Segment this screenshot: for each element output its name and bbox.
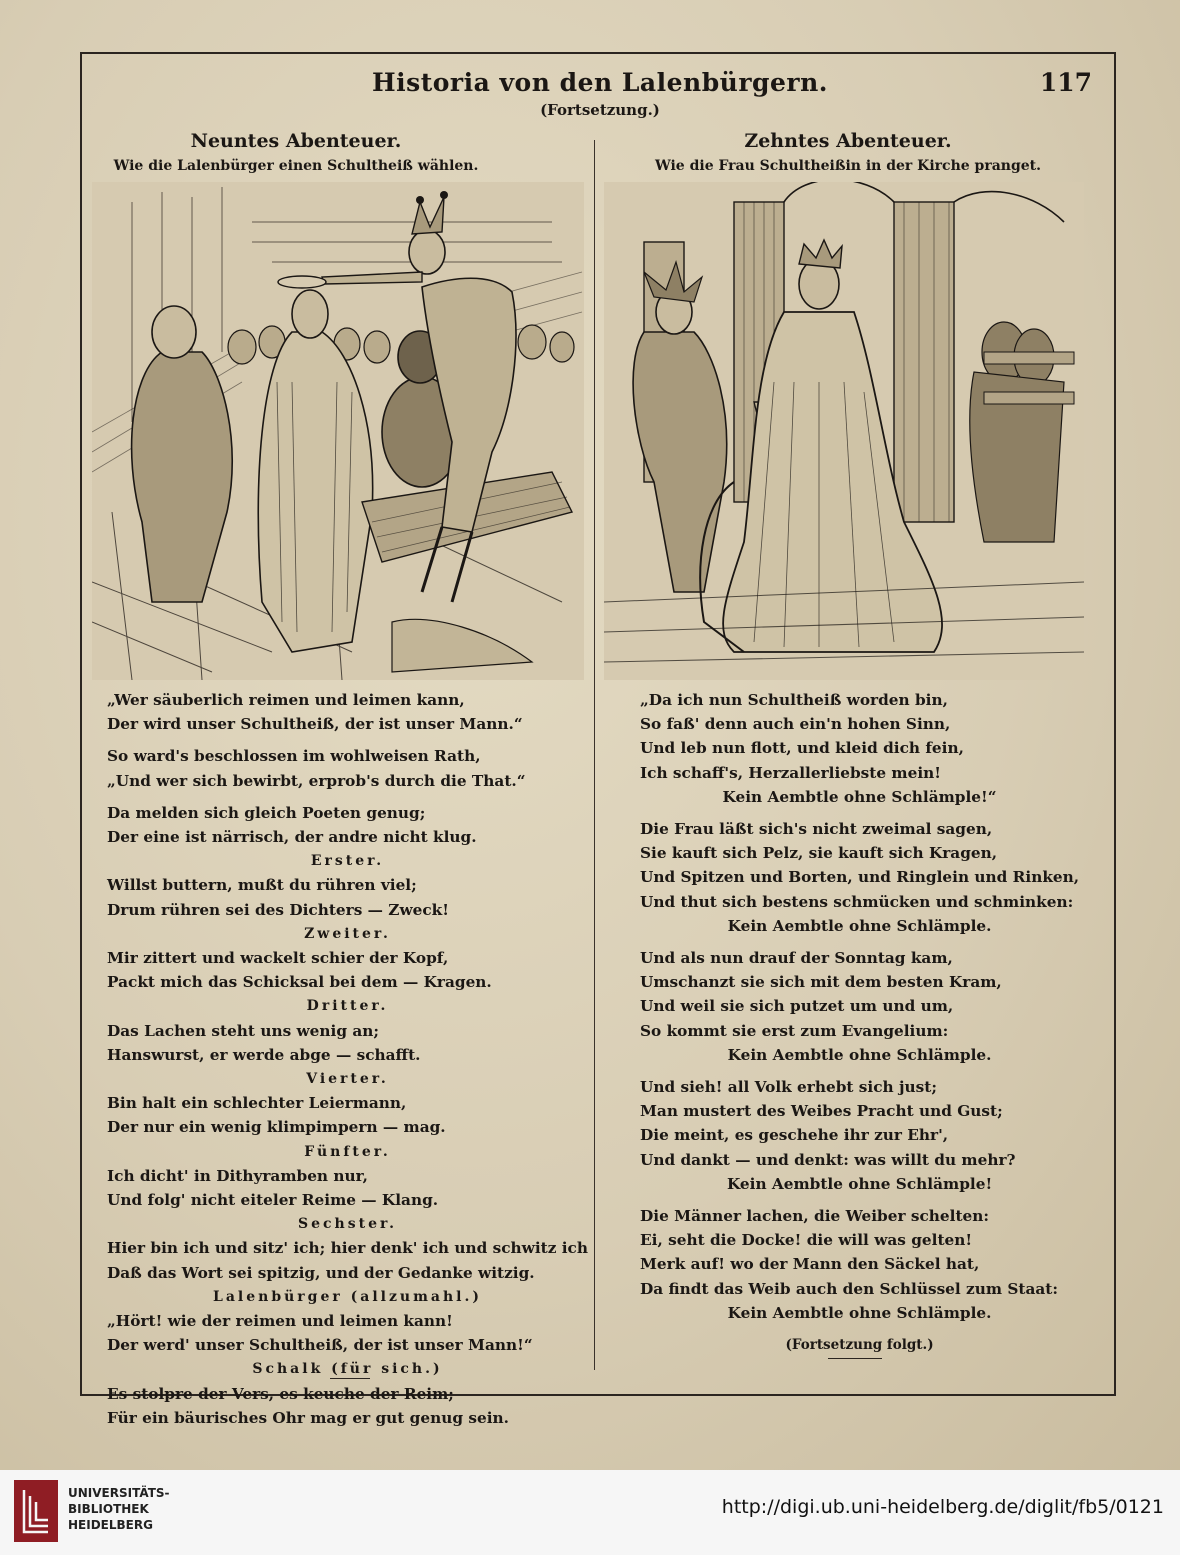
left-verse-line: Das Lachen steht uns wenig an; [107, 1021, 380, 1040]
left-verse-line: Willst buttern, mußt du rühren viel; [107, 876, 417, 895]
right-end-rule [828, 1358, 882, 1359]
library-footer [0, 1470, 1180, 1555]
left-verse-speaker: Erster. [310, 853, 385, 870]
stanza-gap [107, 793, 588, 801]
right-verse-line: Und thut sich bestens schmücken und schminken: [640, 892, 1074, 911]
stanza-gap [640, 809, 1079, 817]
right-verse-line: Da findt das Weib auch den Schlüssel zum Staat: [640, 1279, 1059, 1298]
left-verse-line: Der eine ist närrisch, der andre nicht klug. [107, 828, 477, 847]
stanza-gap [640, 1196, 1079, 1204]
right-verse-line: Ei, seht die Docke! die will was gelten! [640, 1231, 973, 1250]
source-url-link[interactable]: http://digi.ub.uni-heidelberg.de/diglit/fb5/0121 [721, 1496, 1164, 1518]
left-verse-line: „Wer säuberlich reimen und leimen kann, [107, 691, 465, 709]
page-number: 117 [1039, 68, 1092, 97]
left-chapter-title: Neuntes Abenteuer. [190, 130, 402, 152]
library-name-line2: BIBLIOTHEK [68, 1502, 149, 1516]
left-verse-line: Für ein bäurisches Ohr mag er gut genug sein. [107, 1408, 509, 1427]
right-verse-line: Umschanzt sie sich mit dem besten Kram, [640, 973, 1002, 992]
library-logo-icon [14, 1480, 58, 1542]
right-chapter-subtitle: Wie die Frau Schultheißin in der Kirche pranget. [655, 158, 1041, 174]
right-verse-line: „Da ich nun Schultheiß worden bin, [640, 691, 948, 709]
left-verse-line: Es stolpre der Vers, es keuche der Reim; [107, 1384, 454, 1403]
continued-note: (Fortsetzung.) [540, 101, 660, 119]
library-name [68, 1485, 170, 1533]
left-verse-line: „Hört! wie der reimen und leimen kann! [107, 1312, 453, 1331]
right-verse-refrain: Kein Aembtle ohne Schlämple. [727, 1303, 992, 1322]
right-illustration [604, 182, 1084, 680]
left-verse-line: Hier bin ich und sitz' ich; hier denk' ich und schwitz ich [107, 1239, 588, 1258]
left-verse-line: Drum rühren sei des Dichters — Zweck! [107, 900, 449, 919]
left-verse-line: Ich dicht' in Dithyramben nur, [107, 1166, 368, 1185]
left-verse-line: Daß das Wort sei spitzig, und der Gedanke witzig. [107, 1263, 535, 1282]
right-verse [640, 688, 1079, 1357]
right-verse-refrain: Kein Aembtle ohne Schlämple. [727, 1045, 992, 1064]
stanza-gap [640, 1325, 1079, 1333]
right-verse-line: Man mustert des Weibes Pracht und Gust; [640, 1102, 1003, 1121]
left-verse-speaker: Dritter. [306, 998, 389, 1015]
left-verse-line: Mir zittert und wackelt schier der Kopf, [107, 949, 449, 968]
stanza-gap [107, 736, 588, 744]
right-verse-line: Und Spitzen und Borten, und Ringlein und Rinken, [640, 868, 1080, 887]
right-verse-refrain: Kein Aembtle ohne Schlämple. [727, 916, 992, 935]
stanza-gap [640, 1067, 1079, 1075]
right-chapter-title: Zehntes Abenteuer. [744, 130, 952, 152]
right-verse-line: Sie kauft sich Pelz, sie kauft sich Kragen, [640, 844, 998, 863]
left-verse-line: Der werd' unser Schultheiß, der ist unser Mann!“ [107, 1336, 533, 1355]
left-verse-speaker: Sechster. [298, 1216, 397, 1233]
left-verse-speaker: Zweiter. [304, 925, 391, 942]
left-verse-speaker: Schalk (für sich.) [252, 1361, 443, 1378]
right-verse-line: Merk auf! wo der Mann den Säckel hat, [640, 1255, 980, 1274]
left-illustration [92, 182, 584, 680]
running-title: Historia von den Lalenbürgern. [372, 68, 828, 97]
right-verse-refrain: Kein Aembtle ohne Schlämple! [726, 1174, 993, 1193]
right-verse-refrain: Kein Aembtle ohne Schlämple!“ [722, 787, 997, 806]
left-verse-line: Bin halt ein schlechter Leiermann, [107, 1094, 407, 1113]
stanza-gap [640, 938, 1079, 946]
left-verse-line: So ward's beschlossen im wohlweisen Rath, [107, 747, 481, 766]
right-verse-line: So kommt sie erst zum Evangelium: [640, 1021, 949, 1040]
left-verse-line: Hanswurst, er werde abge — schafft. [107, 1045, 421, 1064]
right-verse-line: Die Frau läßt sich's nicht zweimal sagen, [640, 820, 993, 839]
right-verse-line: Und als nun drauf der Sonntag kam, [640, 949, 953, 968]
right-verse-note: (Fortsetzung folgt.) [785, 1337, 934, 1354]
left-end-rule [330, 1378, 370, 1379]
library-name-line3: HEIDELBERG [68, 1518, 153, 1532]
left-verse-line: „Und wer sich bewirbt, erprob's durch die That.“ [107, 771, 526, 790]
right-verse-line: Und leb nun flott, und kleid dich fein, [640, 739, 964, 758]
left-verse-line: Der wird unser Schultheiß, der ist unser Mann.“ [107, 715, 523, 734]
left-verse-line: Der nur ein wenig klimpimpern — mag. [107, 1118, 446, 1137]
right-verse-line: Und dankt — und denkt: was willt du mehr? [640, 1150, 1016, 1169]
right-verse-line: Und sieh! all Volk erhebt sich just; [640, 1078, 937, 1097]
left-verse [107, 688, 588, 1430]
left-verse-line: Da melden sich gleich Poeten genug; [107, 803, 426, 822]
left-chapter-subtitle: Wie die Lalenbürger einen Schultheiß wählen. [113, 158, 479, 174]
right-verse-line: So faß' denn auch ein'n hohen Sinn, [640, 715, 951, 734]
left-verse-speaker: Vierter. [306, 1071, 389, 1088]
left-verse-speaker: Fünfter. [304, 1143, 391, 1160]
library-name-line1: UNIVERSITÄTS- [68, 1486, 170, 1500]
left-verse-line: Packt mich das Schicksal bei dem — Kragen. [107, 973, 492, 992]
right-verse-line: Die Männer lachen, die Weiber schelten: [640, 1207, 990, 1226]
left-verse-speaker: Lalenbürger (allzumahl.) [213, 1288, 482, 1305]
right-verse-line: Die meint, es geschehe ihr zur Ehr', [640, 1126, 949, 1145]
right-verse-line: Und weil sie sich putzet um und um, [640, 997, 954, 1016]
right-verse-line: Ich schaff's, Herzallerliebste mein! [640, 763, 941, 782]
column-divider [594, 140, 595, 1370]
left-verse-line: Und folg' nicht eiteler Reime — Klang. [107, 1191, 439, 1210]
